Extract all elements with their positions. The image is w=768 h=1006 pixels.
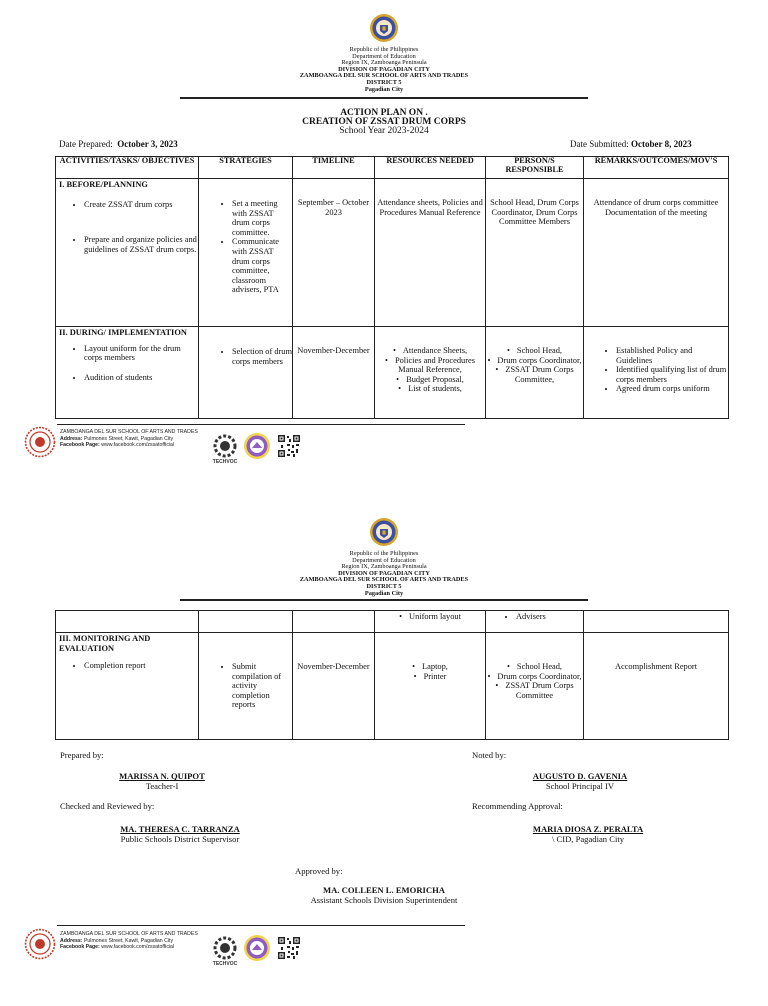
noted-by-title: School Principal IV (545, 781, 615, 791)
during-persons-cell (486, 327, 584, 419)
approved-by-label: Approved by: (295, 866, 343, 876)
during-strategies-cell (199, 327, 293, 419)
header-resources: RESOURCES NEEDED (375, 157, 486, 179)
qr-code-icon (277, 434, 301, 458)
header-rule (180, 599, 588, 601)
list-item: • ZSSAT Drum Corps Committee (486, 681, 583, 700)
before-persons-cell (486, 179, 584, 327)
list-item: • Set a meeting with ZSSAT drum corps committee. (232, 199, 292, 237)
techvoc-gear-icon (212, 434, 238, 464)
before-resources-cell (375, 179, 486, 327)
list-item: • Layout uniform for the drum corps members (84, 344, 198, 363)
header-district: DISTRICT 5 (366, 582, 402, 590)
footer-school-name: ZAMBOANGA DEL SUR SCHOOL OF ARTS AND TRADES (60, 429, 198, 435)
list-item: • Advisers (516, 612, 583, 622)
document-page-1 (0, 0, 768, 500)
list-item: • Agreed drum corps uniform (616, 384, 728, 394)
continued-remarks-cell (584, 611, 729, 633)
noted-by-name: AUGUSTO D. GAVENIA (532, 771, 628, 781)
header-line: Region IX, Zamboanga Peninsula (341, 563, 427, 571)
before-activities-cell (56, 179, 199, 327)
persons-text: School Head, Drum Corps Coordinator, Drum Corps Committee Members (490, 198, 579, 227)
before-timeline-cell (293, 179, 375, 327)
qr-code-icon (277, 936, 301, 960)
list-item: • Create ZSSAT drum corps (84, 200, 198, 210)
during-timeline-cell (293, 327, 375, 419)
header-line: Republic of the Philippines (349, 550, 419, 557)
list-item: • Established Policy and Guidelines (616, 346, 728, 365)
list-item: • School Head, (486, 346, 583, 356)
monitoring-persons-cell (486, 633, 584, 740)
footer-text (60, 429, 198, 449)
footer-rule (57, 925, 465, 926)
header-line: Department of Education (352, 556, 416, 564)
section-during-implementation: II. DURING/ IMPLEMENTATION (59, 328, 187, 337)
techvoc-gear-icon (212, 936, 238, 966)
list-item: • Communicate with ZSSAT drum corps committee, classroom advisers, PTA (232, 237, 292, 295)
school-logo-icon (24, 928, 56, 960)
recommending-name: MARIA DIOSA Z. PERALTA (532, 824, 644, 834)
header-school: ZAMBOANGA DEL SUR SCHOOL OF ARTS AND TRADES (299, 72, 469, 80)
approved-by-title: Assistant Schools Division Superintendent (310, 895, 458, 905)
list-item: • Completion report (84, 661, 198, 671)
deped-seal-icon (369, 517, 399, 547)
list-item: • Uniform layout (375, 612, 485, 622)
list-item: • Drum corps Coordinator, (486, 356, 583, 366)
checked-by-block (105, 824, 255, 844)
during-resources-cell (375, 327, 486, 419)
list-item: • Laptop, (375, 662, 485, 672)
continued-strategies-cell (199, 611, 293, 633)
action-plan-table-continued (55, 610, 729, 740)
partner-logo-icon (243, 934, 271, 962)
during-remarks-cell (584, 327, 729, 419)
techvoc-label: TECHVOC (212, 459, 238, 464)
deped-seal-icon (369, 13, 399, 43)
header-line: Department of Education (352, 52, 416, 60)
header-line: Region IX, Zamboanga Peninsula (341, 59, 427, 67)
date-submitted (570, 139, 692, 149)
header-line: Republic of the Philippines (349, 46, 419, 53)
approved-by-name: MA. COLLEEN L. EMORICHA (323, 885, 445, 895)
prepared-by-block (98, 771, 226, 791)
remarks-text: Accomplishment Report (614, 662, 698, 671)
checked-by-title: Public Schools District Supervisor (120, 834, 240, 844)
title-line-1: ACTION PLAN ON . (340, 108, 428, 118)
resources-text: Attendance sheets, Policies and Procedures Manual Reference (377, 198, 483, 217)
date-submitted-label: Date Submitted: (570, 139, 629, 149)
school-logo-icon (24, 426, 56, 458)
header-persons: PERSON/S RESPONSIBLE (486, 157, 584, 179)
page-footer (22, 426, 342, 470)
header-timeline: TIMELINE (293, 157, 375, 179)
date-prepared (59, 139, 178, 149)
footer-address-label: Address: (60, 937, 83, 944)
timeline-text: November-December (297, 662, 370, 671)
date-submitted-value: October 8, 2023 (631, 139, 692, 149)
checked-by-name: MA. THERESA C. TARRANZA (120, 824, 240, 834)
footer-facebook: www.facebook.com/zssatofficial (101, 944, 175, 951)
continued-timeline-cell (293, 611, 375, 633)
header-remarks: REMARKS/OUTCOMES/MOV'S (584, 157, 729, 179)
footer-facebook-label: Facebook Page: (60, 442, 100, 449)
list-item: • Identified qualifying list of drum corps members (616, 365, 728, 384)
letterhead (0, 13, 768, 93)
list-item: • Prepare and organize policies and guidelines of ZSSAT drum corps. (84, 235, 198, 254)
header-city: Pagadian City (364, 85, 404, 93)
table-header-row (56, 157, 729, 179)
list-item: • ZSSAT Drum Corps Committee, (486, 365, 583, 384)
list-item: • Budget Proposal, (375, 375, 485, 385)
footer-school-name: ZAMBOANGA DEL SUR SCHOOL OF ARTS AND TRADES (60, 931, 198, 937)
list-item: • List of students, (375, 384, 485, 394)
footer-text (60, 931, 198, 951)
prepared-by-title: Teacher-I (145, 781, 179, 791)
header-district: DISTRICT 5 (366, 78, 402, 86)
monitoring-timeline-cell (293, 633, 375, 740)
approved-by-block (300, 885, 468, 905)
list-item: • Drum corps Coordinator, (486, 672, 583, 682)
during-activities-cell (56, 327, 199, 419)
section-monitoring-evaluation: III. MONITORING AND EVALUATION (59, 634, 151, 653)
footer-address-label: Address: (60, 435, 83, 442)
recommending-label: Recommending Approval: (472, 801, 563, 811)
header-strategies: STRATEGIES (199, 157, 293, 179)
techvoc-label: TECHVOC (212, 961, 238, 966)
action-plan-table (55, 156, 729, 419)
section-before-planning: I. BEFORE/PLANNING (59, 180, 148, 189)
header-division: DIVISION OF PAGADIAN CITY (338, 65, 430, 73)
footer-address: Pulmones Street, Kawit, Pagadian City (83, 435, 174, 442)
monitoring-remarks-cell (584, 633, 729, 740)
list-item: • Submit compilation of activity completion reports (232, 662, 292, 710)
date-prepared-label: Date Prepared: (59, 139, 113, 149)
list-item: • Attendance Sheets, (375, 346, 485, 356)
table-row (56, 611, 729, 633)
monitoring-resources-cell (375, 633, 486, 740)
document-page-2 (0, 503, 768, 1006)
list-item: • Policies and Procedures Manual Reference, (375, 356, 485, 375)
title-line-2: CREATION OF ZSSAT DRUM CORPS (302, 117, 466, 127)
header-activities: ACTIVITIES/TASKS/ OBJECTIVES (56, 157, 199, 179)
monitoring-strategies-cell (199, 633, 293, 740)
table-row (56, 327, 729, 419)
continued-resources-cell (375, 611, 486, 633)
prepared-by-name: MARISSA N. QUIPOT (119, 771, 205, 781)
footer-facebook: www.facebook.com/zssatofficial (101, 442, 175, 449)
school-year: School Year 2023-2024 (339, 126, 429, 136)
list-item: • School Head, (486, 662, 583, 672)
partner-logo-icon (243, 432, 271, 460)
noted-by-block (515, 771, 645, 791)
header-school: ZAMBOANGA DEL SUR SCHOOL OF ARTS AND TRADES (299, 576, 469, 584)
table-row (56, 633, 729, 740)
timeline-text: September – October 2023 (297, 198, 370, 217)
recommending-title: \ CID, Pagadian City (551, 834, 625, 844)
continued-activities-cell (56, 611, 199, 633)
table-row (56, 179, 729, 327)
recommending-block (520, 824, 656, 844)
continued-persons-cell (486, 611, 584, 633)
date-prepared-value: October 3, 2023 (117, 139, 178, 149)
letterhead (0, 517, 768, 597)
timeline-text: November-December (297, 346, 370, 355)
list-item: • Audition of students (84, 373, 198, 383)
header-rule (180, 97, 588, 99)
page-footer (22, 928, 342, 972)
checked-by-label: Checked and Reviewed by: (60, 801, 155, 811)
footer-rule (57, 424, 465, 425)
header-city: Pagadian City (364, 589, 404, 597)
list-item: • Selection of drum corps members (232, 347, 292, 366)
footer-facebook-label: Facebook Page: (60, 944, 100, 951)
list-item: • Printer (375, 672, 485, 682)
remarks-text: Attendance of drum corps committee Documentation of the meeting (593, 198, 719, 217)
before-strategies-cell (199, 179, 293, 327)
monitoring-activities-cell (56, 633, 199, 740)
noted-by-label: Noted by: (472, 750, 507, 760)
before-remarks-cell (584, 179, 729, 327)
prepared-by-label: Prepared by: (60, 750, 104, 760)
footer-address: Pulmones Street, Kawit, Pagadian City (83, 937, 174, 944)
header-division: DIVISION OF PAGADIAN CITY (338, 569, 430, 577)
document-title (0, 109, 768, 136)
